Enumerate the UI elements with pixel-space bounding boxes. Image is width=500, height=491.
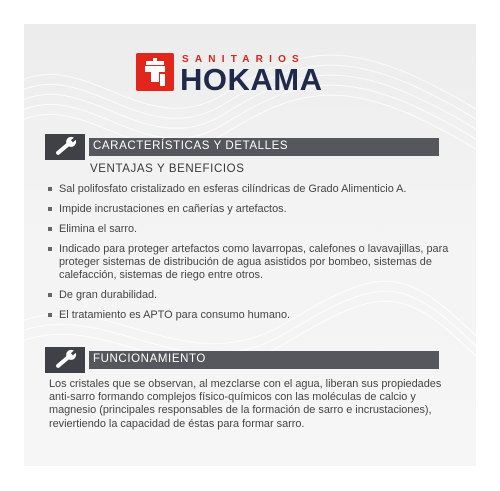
faucet-logo-icon — [136, 53, 174, 91]
benefits-list — [46, 183, 466, 329]
list-item: Sal polifosfato cristalizado en esferas cilíndricas de Grado Alimenticio A. — [46, 183, 466, 196]
section-title: CARACTERÍSTICAS Y DETALLES — [93, 140, 289, 152]
brand-top: SANITARIOS — [182, 54, 305, 65]
section-subtitle: VENTAJAS Y BENEFICIOS — [90, 163, 245, 175]
section-title-bar — [89, 351, 439, 369]
section-title: FUNCIONAMIENTO — [93, 353, 206, 365]
section-title-bar — [89, 138, 439, 156]
list-item: El tratamiento es APTO para consumo humano. — [46, 309, 466, 322]
section-header-funcionamiento — [45, 348, 439, 372]
list-item: De gran durabilidad. — [46, 289, 466, 302]
product-card — [24, 24, 476, 466]
section-header-caracteristicas — [45, 135, 439, 159]
wrench-icon — [45, 347, 85, 373]
wrench-icon — [45, 134, 85, 160]
list-item: Elimina el sarro. — [46, 223, 466, 236]
list-item: Impide incrustaciones en cañerías y artefactos. — [46, 203, 466, 216]
brand-name: HOKAMA — [180, 62, 323, 97]
funcionamiento-text: Los cristales que se observan, al mezclarse con el agua, liberan sus propiedades anti-sarro formando complejos físico-químicos con las moléculas de calcio y magnesio (principales responsables de la formación de sarro e incrustaciones), reviertiendo la capacidad de éstas para formar sarro. — [49, 378, 442, 430]
list-item: Indicado para proteger artefactos como lavarropas, calefones o lavavajillas, para proteger sistemas de distribución de agua asistidos por bombeo, sistemas de calefacción, sistemas de riego entre otros. — [46, 243, 466, 282]
